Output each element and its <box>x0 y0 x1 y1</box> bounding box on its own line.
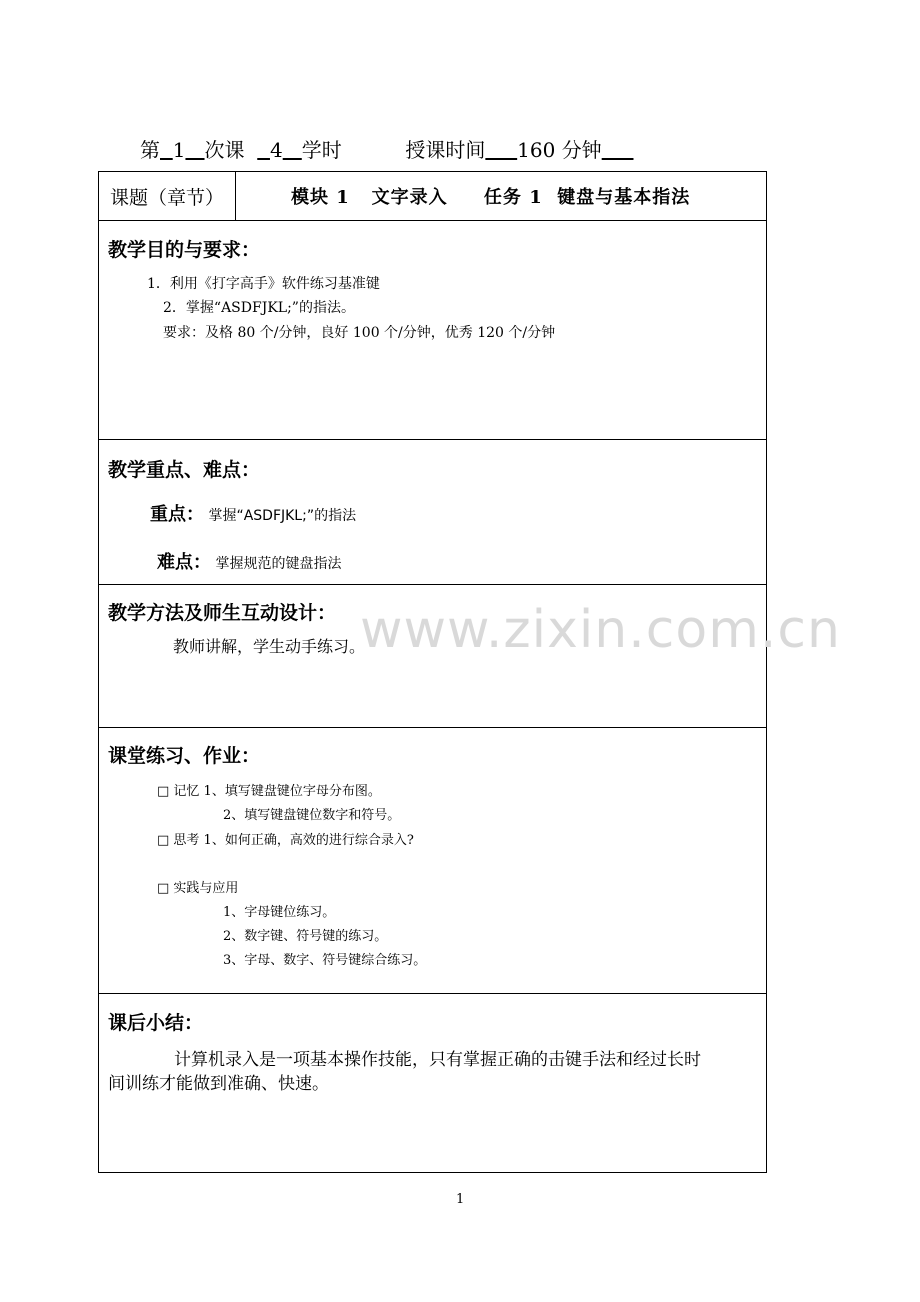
hours-suffix: 学时 <box>301 138 342 162</box>
exercise-line: 3、字母、数字、符号键综合练习。 <box>223 953 427 968</box>
summary-line: 间训练才能做到准确、快速。 <box>108 1074 329 1094</box>
summary-heading: 课后小结： <box>108 1012 204 1034</box>
key-point-row <box>150 500 356 526</box>
exercise-line: □ 实践与应用 <box>157 881 239 896</box>
title-label: 课题（章节） <box>99 172 236 220</box>
exercise-line: 2、填写键盘键位数字和符号。 <box>223 808 401 823</box>
key-text: 掌握“ASDFJKL;”的指法 <box>208 508 357 524</box>
objective-line: 1．利用《打字高手》软件练习基准键 <box>147 276 380 292</box>
exercise-line: 2、数字键、符号键的练习。 <box>223 929 388 944</box>
methods-text: 教师讲解，学生动手练习。 <box>173 637 366 656</box>
summary-section <box>99 994 766 1172</box>
lesson-number: 1 <box>172 138 186 162</box>
exercises-heading: 课堂练习、作业： <box>108 745 261 767</box>
time-value: 160 分钟 <box>517 138 602 162</box>
time-label: 授课时间 <box>405 138 486 162</box>
key-points-heading: 教学重点、难点： <box>108 459 261 481</box>
exercise-line: □ 思考 1、如何正确，高效的进行综合录入? <box>157 833 414 848</box>
objectives-section <box>99 221 766 440</box>
objectives-heading: 教学目的与要求： <box>108 239 261 261</box>
watermark: www.zixin.com.cn <box>360 600 841 660</box>
lesson-table <box>98 171 767 1173</box>
key-label: 重点： <box>150 504 204 525</box>
header-prefix: 第 <box>140 138 160 162</box>
lesson-suffix: 次课 <box>204 138 245 162</box>
exercise-line: 1、字母键位练习。 <box>223 905 336 920</box>
objective-line: 2．掌握“ASDFJKL;”的指法。 <box>163 300 355 316</box>
key-points-section <box>99 440 766 585</box>
summary-line: 计算机录入是一项基本操作技能，只有掌握正确的击键手法和经过长时 <box>174 1050 701 1070</box>
exercises-section <box>99 728 766 994</box>
hours-number: 4 <box>269 138 283 162</box>
objective-line: 要求：及格 80 个/分钟，良好 100 个/分钟，优秀 120 个/分钟 <box>163 325 556 341</box>
difficulty-text: 掌握规范的键盘指法 <box>215 556 342 572</box>
lesson-header <box>140 134 633 163</box>
difficulty-label: 难点： <box>157 552 211 573</box>
difficulty-row <box>157 548 341 574</box>
page-number: 1 <box>456 1192 465 1207</box>
title-row <box>99 172 766 221</box>
exercise-line: □ 记忆 1、填写键盘键位字母分布图。 <box>157 784 381 799</box>
title-value: 模块 1 文字录入 任务 1 键盘与基本指法 <box>291 187 691 208</box>
methods-heading: 教学方法及师生互动设计： <box>108 602 337 624</box>
